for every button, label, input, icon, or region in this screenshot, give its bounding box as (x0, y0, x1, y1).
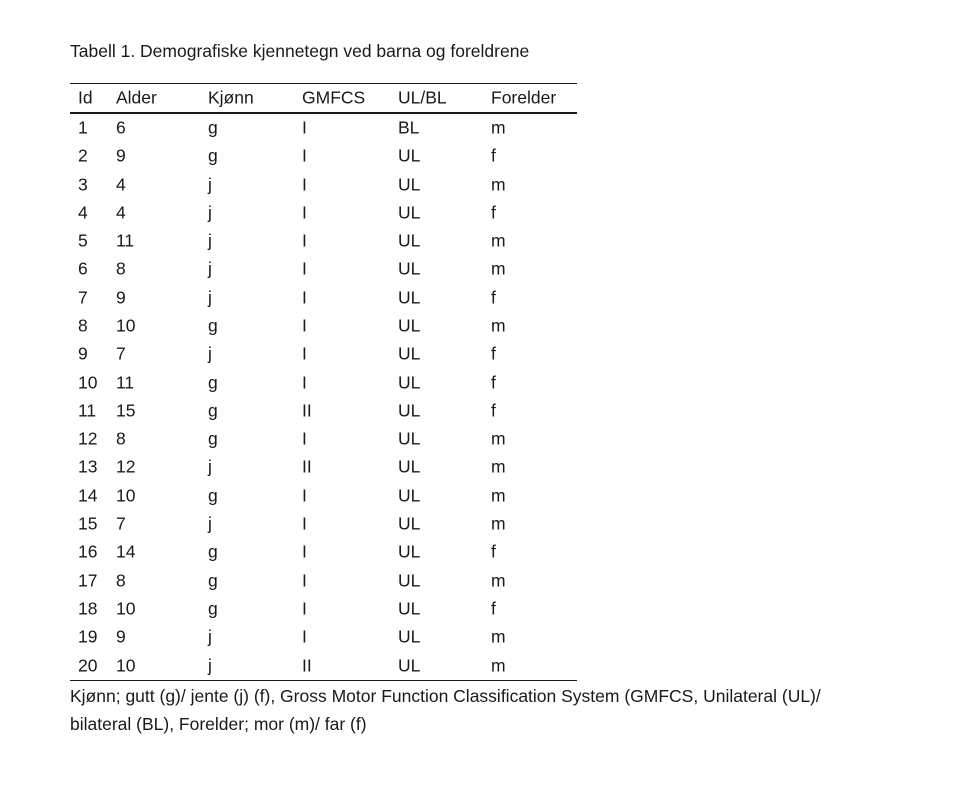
cell-sex: j (208, 456, 212, 477)
cell-sex: j (208, 202, 212, 223)
cell-gmfcs: I (302, 569, 307, 590)
cell-sex: j (208, 230, 212, 251)
cell-age: 11 (116, 371, 135, 392)
footnote-line-1: Kjønn; gutt (g)/ jente (j) (f), Gross Motor Function Classification System (GMFCS, Unilateral (UL)/ (70, 686, 821, 706)
cell-sex: j (208, 173, 212, 194)
cell-gmfcs: I (302, 626, 307, 647)
cell-sex: g (208, 485, 218, 506)
cell-age: 9 (116, 286, 126, 307)
header-row (70, 84, 577, 112)
cell-id: 15 (78, 513, 98, 534)
cell-age: 4 (116, 173, 126, 194)
cell-gmfcs: I (302, 598, 307, 619)
cell-ul-bl: UL (398, 598, 421, 619)
cell-gmfcs: II (302, 654, 312, 675)
cell-sex: j (208, 626, 212, 647)
cell-id: 11 (78, 400, 97, 421)
cell-age: 15 (116, 400, 136, 421)
table-row (70, 567, 577, 595)
table-row (70, 227, 577, 255)
cell-gmfcs: I (302, 371, 307, 392)
cell-parent: m (491, 569, 506, 590)
table-row (70, 199, 577, 227)
cell-id: 16 (78, 541, 98, 562)
cell-age: 9 (116, 145, 126, 166)
table-row (70, 453, 577, 481)
cell-sex: g (208, 428, 218, 449)
cell-ul-bl: UL (398, 145, 421, 166)
cell-sex: j (208, 654, 212, 675)
cell-id: 2 (78, 145, 88, 166)
table-row (70, 284, 577, 312)
cell-id: 12 (78, 428, 98, 449)
cell-gmfcs: I (302, 117, 307, 138)
cell-ul-bl: UL (398, 428, 421, 449)
cell-ul-bl: UL (398, 258, 421, 279)
cell-ul-bl: UL (398, 286, 421, 307)
header-age: Alder (116, 87, 157, 108)
cell-ul-bl: UL (398, 569, 421, 590)
cell-id: 19 (78, 626, 98, 647)
cell-parent: f (491, 371, 496, 392)
table-footnote (70, 682, 950, 738)
cell-sex: g (208, 145, 218, 166)
cell-age: 10 (116, 315, 136, 336)
table-row (70, 114, 577, 142)
cell-id: 8 (78, 315, 88, 336)
cell-gmfcs: I (302, 173, 307, 194)
cell-gmfcs: II (302, 400, 312, 421)
cell-parent: m (491, 428, 506, 449)
cell-parent: m (491, 117, 506, 138)
table-row (70, 595, 577, 623)
cell-parent: m (491, 258, 506, 279)
table-row (70, 538, 577, 566)
cell-gmfcs: I (302, 513, 307, 534)
cell-age: 6 (116, 117, 126, 138)
cell-ul-bl: UL (398, 654, 421, 675)
cell-age: 11 (116, 230, 135, 251)
table-row (70, 312, 577, 340)
cell-ul-bl: UL (398, 626, 421, 647)
cell-gmfcs: II (302, 456, 312, 477)
cell-id: 20 (78, 654, 98, 675)
header-parent: Forelder (491, 87, 557, 108)
cell-gmfcs: I (302, 145, 307, 166)
table-caption: Tabell 1. Demografiske kjennetegn ved barna og foreldrene (70, 41, 530, 61)
cell-age: 10 (116, 485, 136, 506)
cell-id: 17 (78, 569, 98, 590)
cell-sex: j (208, 258, 212, 279)
cell-gmfcs: I (302, 343, 307, 364)
cell-ul-bl: UL (398, 202, 421, 223)
cell-gmfcs: I (302, 230, 307, 251)
table-row (70, 510, 577, 538)
cell-age: 10 (116, 654, 136, 675)
cell-age: 8 (116, 569, 126, 590)
cell-id: 13 (78, 456, 98, 477)
cell-sex: g (208, 598, 218, 619)
cell-parent: f (491, 145, 496, 166)
cell-parent: m (491, 513, 506, 534)
cell-gmfcs: I (302, 485, 307, 506)
table-row (70, 397, 577, 425)
cell-parent: m (491, 485, 506, 506)
table-row (70, 623, 577, 651)
cell-gmfcs: I (302, 202, 307, 223)
cell-age: 12 (116, 456, 136, 477)
cell-parent: m (491, 456, 506, 477)
cell-ul-bl: BL (398, 117, 420, 138)
cell-id: 6 (78, 258, 88, 279)
cell-id: 14 (78, 485, 98, 506)
bottom-rule (70, 680, 577, 681)
cell-ul-bl: UL (398, 173, 421, 194)
header-sex: Kjønn (208, 87, 254, 108)
cell-ul-bl: UL (398, 371, 421, 392)
header-id: Id (78, 87, 93, 108)
cell-parent: f (491, 400, 496, 421)
cell-sex: g (208, 400, 218, 421)
cell-age: 7 (116, 343, 126, 364)
cell-parent: m (491, 654, 506, 675)
cell-ul-bl: UL (398, 315, 421, 336)
header-ul-bl: UL/BL (398, 87, 447, 108)
cell-sex: g (208, 315, 218, 336)
cell-sex: j (208, 343, 212, 364)
cell-gmfcs: I (302, 286, 307, 307)
table-row (70, 340, 577, 368)
cell-ul-bl: UL (398, 230, 421, 251)
cell-sex: j (208, 286, 212, 307)
cell-ul-bl: UL (398, 541, 421, 562)
cell-id: 18 (78, 598, 98, 619)
cell-sex: g (208, 569, 218, 590)
cell-age: 8 (116, 428, 126, 449)
cell-ul-bl: UL (398, 400, 421, 421)
table-row (70, 142, 577, 170)
cell-age: 8 (116, 258, 126, 279)
table-row (70, 170, 577, 198)
cell-parent: m (491, 315, 506, 336)
cell-age: 14 (116, 541, 136, 562)
cell-ul-bl: UL (398, 513, 421, 534)
cell-ul-bl: UL (398, 343, 421, 364)
cell-age: 4 (116, 202, 126, 223)
cell-id: 1 (78, 117, 88, 138)
cell-parent: m (491, 230, 506, 251)
cell-id: 7 (78, 286, 88, 307)
cell-parent: m (491, 626, 506, 647)
cell-parent: f (491, 343, 496, 364)
cell-gmfcs: I (302, 428, 307, 449)
cell-sex: g (208, 371, 218, 392)
cell-id: 10 (78, 371, 98, 392)
table-row (70, 368, 577, 396)
table-row (70, 255, 577, 283)
cell-parent: m (491, 173, 506, 194)
demographics-table (70, 83, 577, 681)
cell-parent: f (491, 598, 496, 619)
table-row (70, 425, 577, 453)
cell-id: 4 (78, 202, 88, 223)
cell-id: 9 (78, 343, 88, 364)
cell-parent: f (491, 541, 496, 562)
cell-sex: j (208, 513, 212, 534)
table-body (70, 114, 577, 680)
cell-sex: g (208, 117, 218, 138)
table-row (70, 651, 577, 679)
table-row (70, 482, 577, 510)
cell-gmfcs: I (302, 541, 307, 562)
header-gmfcs: GMFCS (302, 87, 366, 108)
cell-age: 7 (116, 513, 126, 534)
cell-ul-bl: UL (398, 485, 421, 506)
cell-age: 10 (116, 598, 136, 619)
footnote-line-2: bilateral (BL), Forelder; mor (m)/ far (f) (70, 714, 367, 734)
cell-gmfcs: I (302, 258, 307, 279)
cell-id: 3 (78, 173, 88, 194)
cell-age: 9 (116, 626, 126, 647)
cell-parent: f (491, 202, 496, 223)
cell-ul-bl: UL (398, 456, 421, 477)
cell-id: 5 (78, 230, 88, 251)
cell-gmfcs: I (302, 315, 307, 336)
cell-parent: f (491, 286, 496, 307)
cell-sex: g (208, 541, 218, 562)
